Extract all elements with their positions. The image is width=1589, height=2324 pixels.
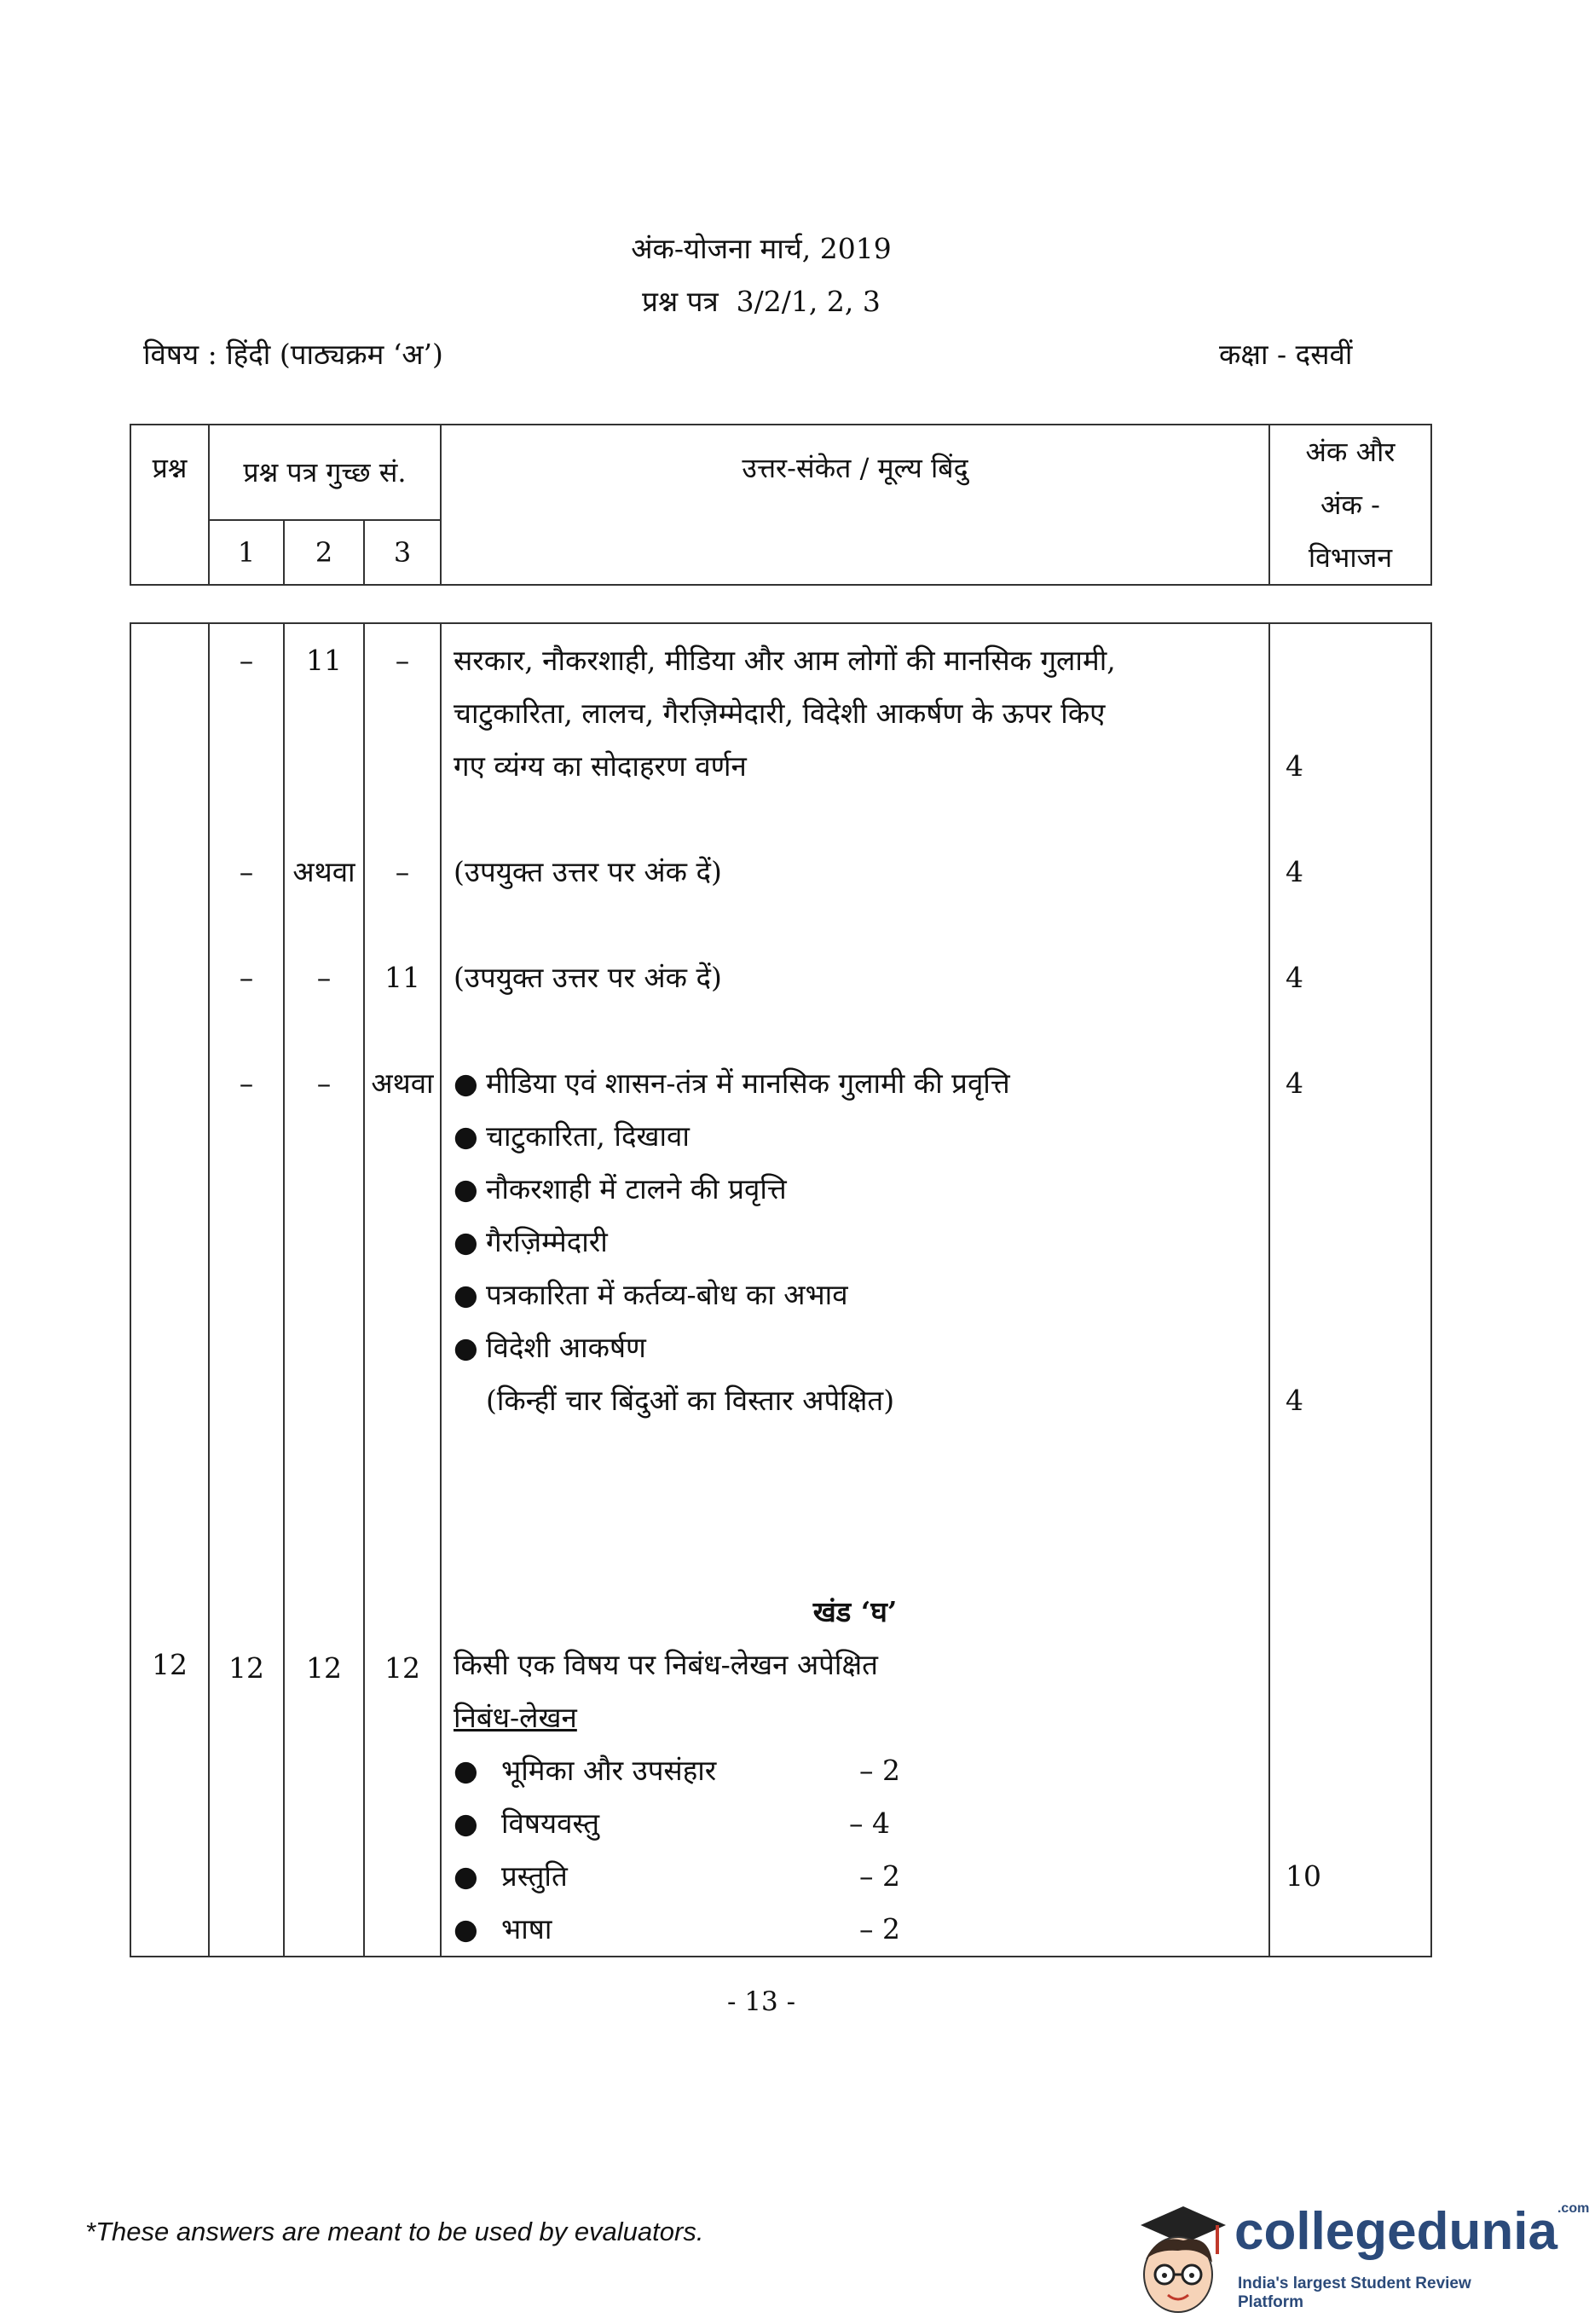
class-label: कक्षा - दसवीं	[1219, 338, 1353, 371]
cell: 11	[384, 961, 420, 994]
bullet-item: ● गैरज़िम्मेदारी	[454, 1225, 608, 1258]
set1-column	[209, 623, 284, 1957]
cell: –	[316, 1067, 332, 1100]
col-marks	[1269, 425, 1431, 585]
marks-value: 4	[1286, 961, 1303, 994]
col-question: प्रश्न	[130, 425, 209, 585]
cell: –	[239, 961, 254, 994]
col-set-3: 3	[364, 520, 441, 585]
answer-line: (उपयुक्त उत्तर पर अंक दें)	[454, 855, 722, 888]
marks-value: 4	[1286, 749, 1303, 783]
mascot-icon	[1124, 2200, 1234, 2319]
bullet-item: ● चाटुकारिता, दिखावा	[454, 1119, 690, 1153]
cell: 12	[228, 1651, 264, 1685]
section-heading: खंड ‘घ’	[812, 1595, 898, 1628]
answer-line: (उपयुक्त उत्तर पर अंक दें)	[454, 961, 722, 994]
header-table	[130, 424, 1432, 586]
marks-value: 4	[1286, 855, 1303, 888]
cell: –	[395, 855, 410, 888]
marks-column	[1269, 623, 1431, 1957]
cell: –	[316, 961, 332, 994]
brand-tagline: India's largest Student Review Platform	[1238, 2275, 1471, 2311]
question-number: 12	[152, 1648, 188, 1681]
cell: अथवा	[371, 1067, 434, 1100]
cell: 12	[306, 1651, 342, 1685]
answer-line: चाटुकारिता, लालच, गैरज़िम्मेदारी, विदेशी आकर्षण के ऊपर किए	[454, 697, 1106, 730]
col-marks-line2: अंक -	[1320, 489, 1380, 521]
cell: 12	[384, 1651, 420, 1685]
set3-column	[364, 623, 441, 1957]
answer-line: किसी एक विषय पर निबंध-लेखन अपेक्षित	[454, 1648, 878, 1681]
cell: अथवा	[292, 855, 355, 888]
col-marks-line3: विभाजन	[1308, 541, 1393, 574]
col-set-no: प्रश्न पत्र गुच्छ सं.	[209, 425, 441, 520]
answer-line: गए व्यंग्य का सोदाहरण वर्णन	[454, 749, 747, 783]
page-number: - 13 -	[726, 1986, 796, 2017]
evaluator-note: *These answers are meant to be used by evaluators.	[85, 2217, 704, 2246]
page-title: अंक-योजना मार्च, 2019	[631, 232, 892, 265]
answer-line: सरकार, नौकरशाही, मीडिया और आम लोगों की मानसिक गुलामी,	[454, 644, 1116, 677]
marks-value: 4	[1286, 1067, 1303, 1100]
brand-logo: collegedunia$^{.com}$	[1234, 2201, 1589, 2261]
subject-label: विषय : हिंदी (पाठ्यक्रम ‘अ’)	[143, 338, 443, 371]
paper-code: प्रश्न पत्र 3/2/1, 2, 3	[642, 285, 881, 318]
cell: –	[395, 644, 410, 677]
cell: 11	[306, 644, 342, 677]
essay-item: ● भाषा – 2	[454, 1912, 900, 1945]
essay-item: ● भूमिका और उपसंहार – 2	[454, 1754, 900, 1787]
cell: –	[239, 1067, 254, 1100]
essay-item: ● विषयवस्तु – 4	[454, 1807, 890, 1840]
essay-item: ● प्रस्तुति – 2	[454, 1859, 900, 1893]
bullet-item: ● नौकरशाही में टालने की प्रवृत्ति	[454, 1172, 787, 1205]
essay-subhead: निबंध-लेखन	[454, 1701, 577, 1734]
answer-note: (किन्हीं चार बिंदुओं का विस्तार अपेक्षित)	[486, 1384, 895, 1417]
col-marks-line1: अंक और	[1305, 436, 1395, 468]
cell: –	[239, 855, 254, 888]
set2-column	[284, 623, 364, 1957]
marks-value: 4	[1286, 1384, 1303, 1417]
col-set-2: 2	[284, 520, 364, 585]
bullet-item: ● मीडिया एवं शासन-तंत्र में मानसिक गुलामी की प्रवृत्ति	[454, 1067, 1010, 1100]
cell: –	[239, 644, 254, 677]
col-answer-hint: उत्तर-संकेत / मूल्य बिंदु	[441, 425, 1269, 585]
question-column	[130, 623, 209, 1957]
answer-table	[130, 622, 1432, 1957]
marks-value: 10	[1286, 1859, 1321, 1893]
bullet-item: ● पत्रकारिता में कर्तव्य-बोध का अभाव	[454, 1278, 848, 1311]
answer-column	[441, 623, 1269, 1957]
col-set-1: 1	[209, 520, 284, 585]
bullet-item: ● विदेशी आकर्षण	[454, 1331, 646, 1364]
